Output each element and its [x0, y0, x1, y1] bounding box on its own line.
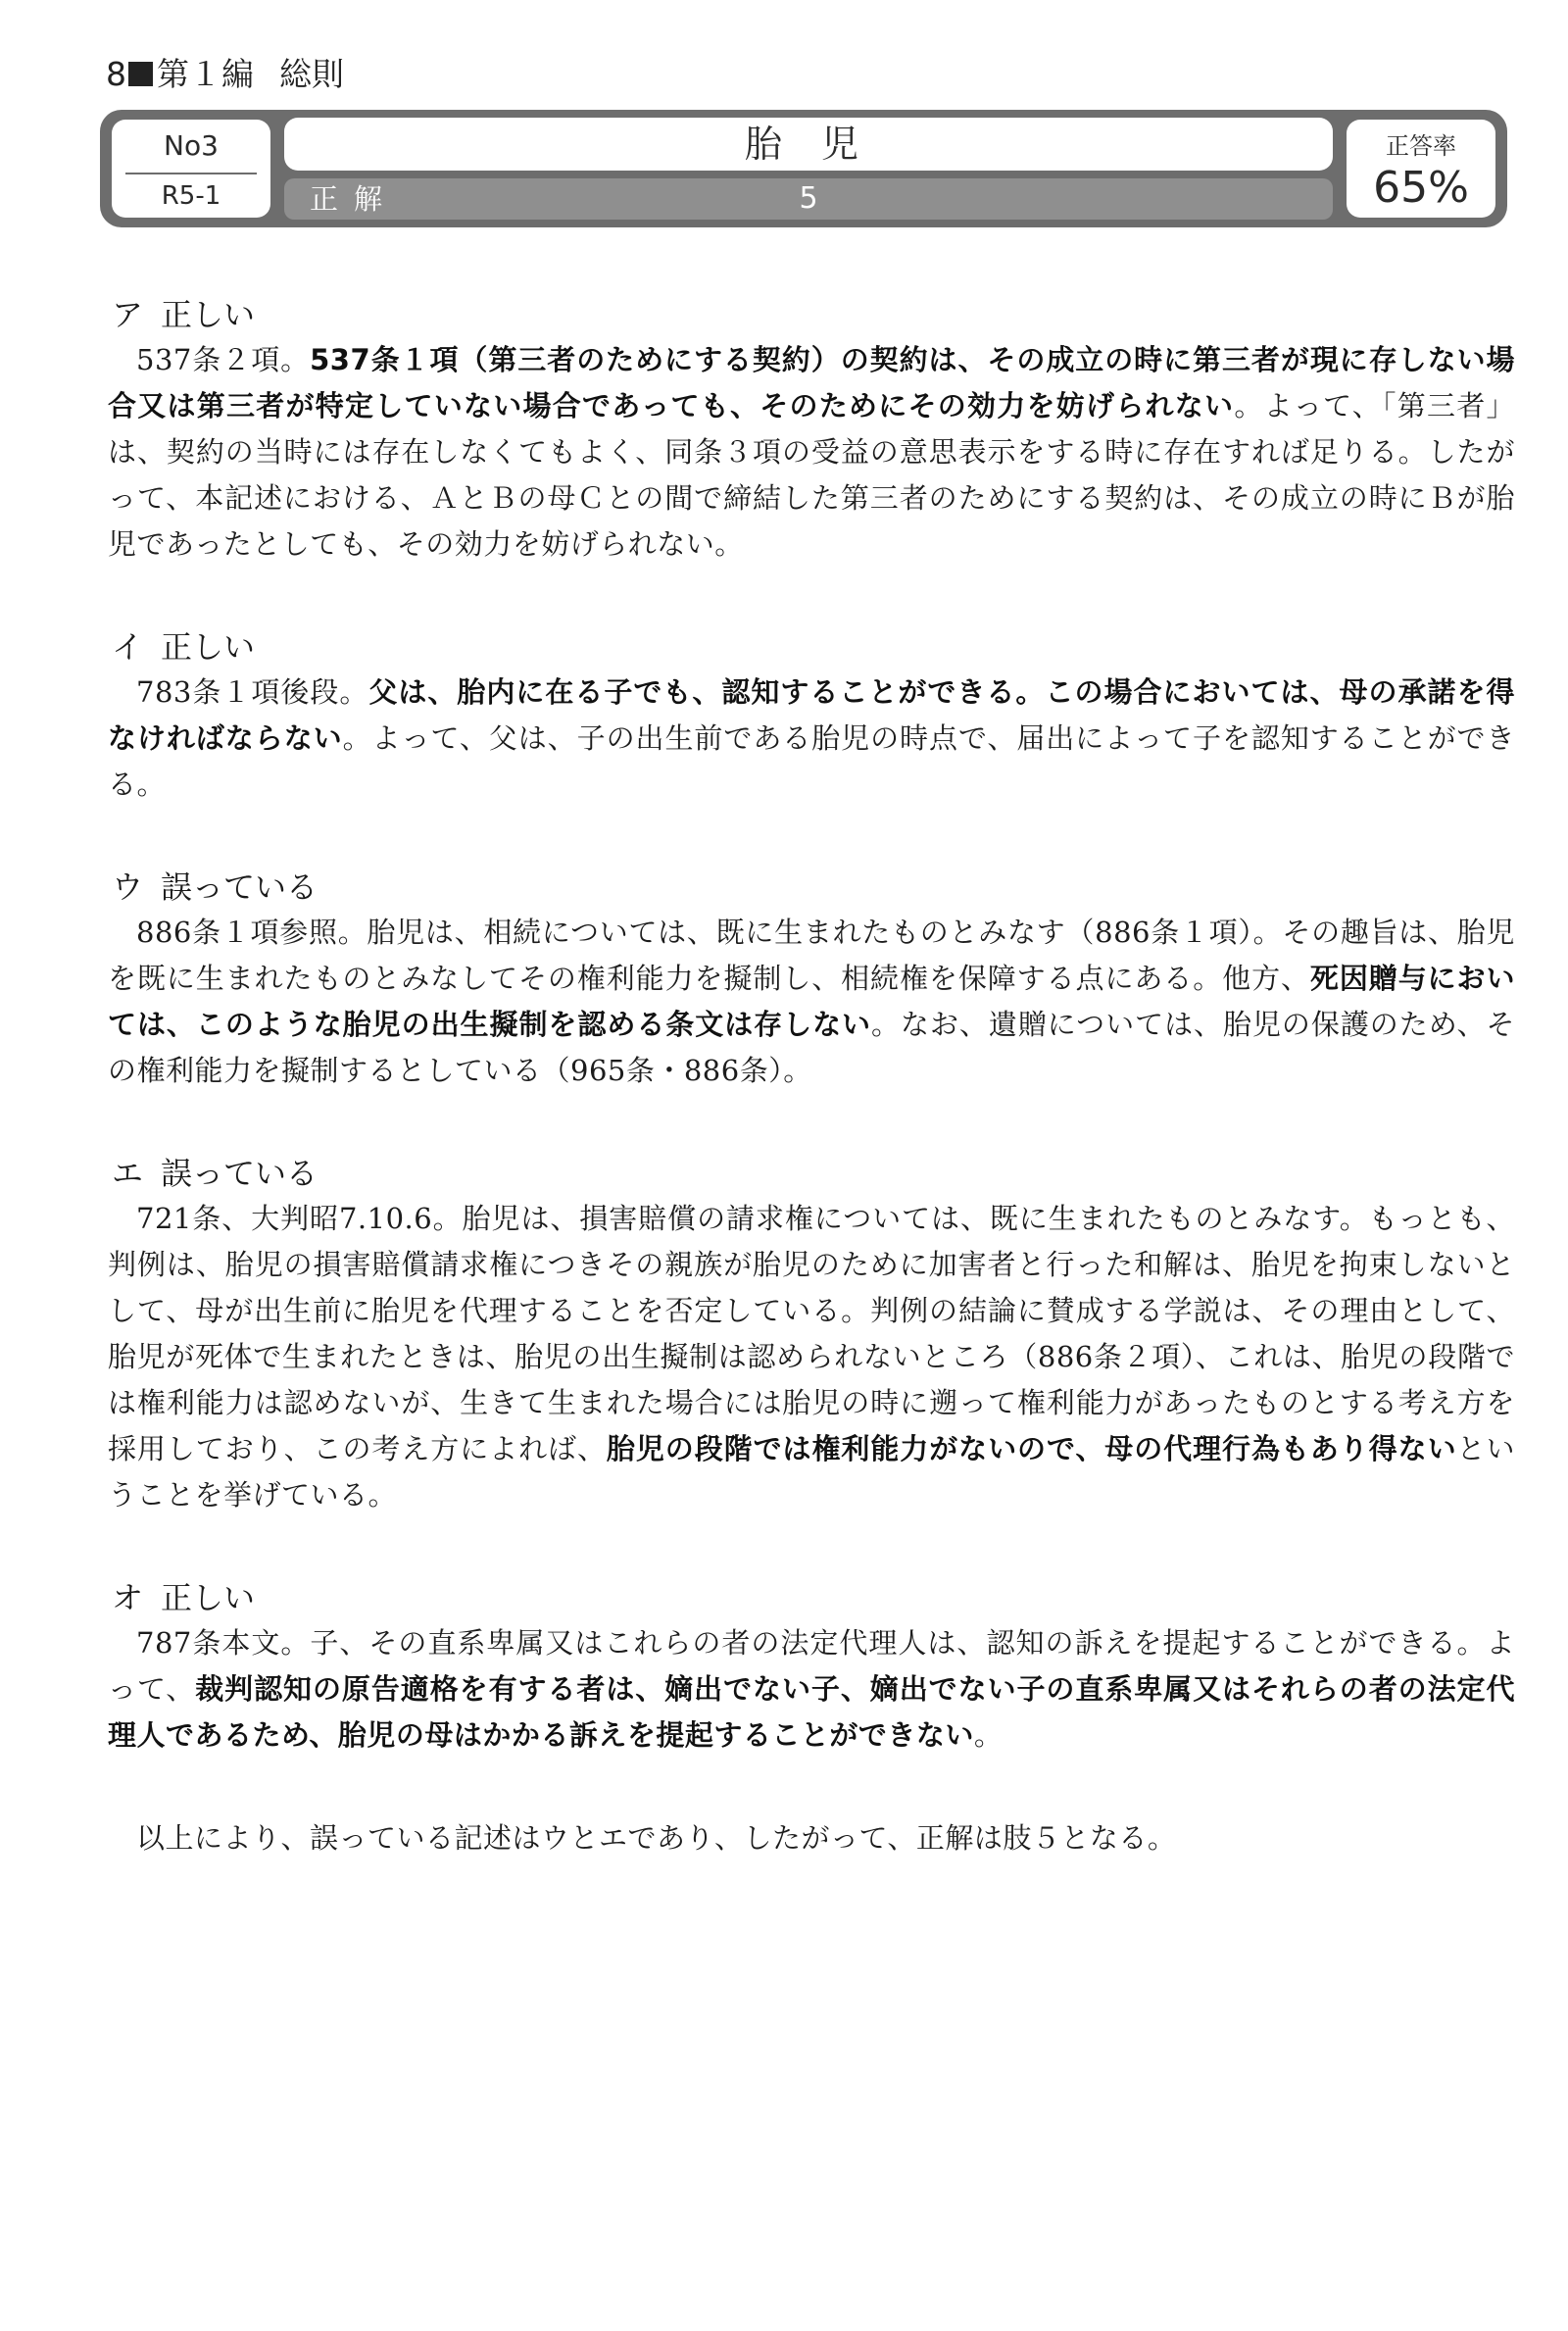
emphasized-text: 父は、胎内に在る子でも、認知することができる。この場合においては、母の承諾を得なければならない — [108, 675, 1515, 755]
explanation-section — [108, 1151, 1515, 1518]
verdict: 誤っている — [161, 868, 318, 906]
explanation-section — [108, 865, 1515, 1094]
question-title: 胎 児 — [284, 118, 1333, 171]
part-label: 第１編 — [157, 55, 254, 93]
question-number-box — [112, 120, 270, 218]
part-name: 総則 — [279, 55, 344, 93]
explanation-paragraph — [108, 337, 1515, 568]
body-text: 。よって、父は、子の出生前である胎児の時点で、届出によって子を認知することができる。 — [108, 721, 1515, 801]
body-text: 537条２項。 — [136, 343, 311, 376]
choice-letter: ウ — [112, 868, 144, 906]
page-number: 8 — [106, 55, 126, 93]
explanation-paragraph — [108, 1620, 1515, 1759]
body-text: ということを挙げている。 — [108, 1432, 1515, 1512]
running-head — [106, 55, 344, 94]
question-number: No3 — [164, 129, 219, 162]
question-header — [100, 110, 1507, 227]
section-heading — [112, 292, 1515, 337]
explanation-sections — [108, 292, 1515, 1759]
explanation-section — [108, 292, 1515, 568]
verdict: 正しい — [161, 296, 256, 333]
section-heading — [112, 624, 1515, 670]
choice-letter: エ — [112, 1155, 144, 1192]
body-text: 787条本文。子、その直系卑属又はこれらの者の法定代理人は、認知の訴えを提起することができる。よって、 — [108, 1626, 1515, 1706]
section-heading — [112, 1151, 1515, 1196]
emphasized-text: 死因贈与においては、このような胎児の出生擬制を認める条文は存しない — [108, 962, 1515, 1041]
body-text: 。なお、遺贈については、胎児の保護のため、その権利能力を擬制するとしている（965条・886条）。 — [108, 1008, 1515, 1087]
explanation-paragraph — [108, 1196, 1515, 1518]
choice-letter: ア — [112, 296, 144, 333]
choice-letter: イ — [112, 628, 144, 666]
square-marker-icon — [128, 62, 153, 86]
explanation-body — [108, 292, 1515, 1861]
answer-label: 正解 — [310, 182, 399, 216]
verdict: 正しい — [161, 628, 256, 666]
correct-rate-value: 65% — [1373, 163, 1469, 213]
correct-rate-box — [1347, 120, 1495, 218]
body-text: 。よって、「第三者」は、契約の当時には存在しなくてもよく、同条３項の受益の意思表示をする時に存在すれば足りる。したがって、本記述における、ＡとＢの母Ｃとの間で締結した第三者のためにする契約は、その成立の時にＢが胎児であったとしても、その効力を妨げられない。 — [108, 389, 1516, 561]
verdict: 誤っている — [161, 1155, 318, 1192]
explanation-section — [108, 1575, 1515, 1759]
choice-letter: オ — [112, 1579, 144, 1616]
answer-bar — [284, 178, 1333, 220]
conclusion: 以上により、誤っている記述はウとエであり、したがって、正解は肢５となる。 — [136, 1821, 1177, 1855]
emphasized-text: 裁判認知の原告適格を有する者は、嫡出でない子、嫡出でない子の直系卑属又はそれらの者の法定代理人であるため、胎児の母はかかる訴えを提起することができない — [108, 1672, 1515, 1752]
emphasized-text: 胎児の段階では権利能力がないので、母の代理行為もあり得ない — [606, 1432, 1457, 1465]
section-heading — [112, 865, 1515, 910]
explanation-section — [108, 624, 1515, 808]
body-text: 721条、大判昭7.10.6。胎児は、損害賠償の請求権については、既に生まれたものとみなす。もっとも、判例は、胎児の損害賠償請求権につきその親族が胎児のために加害者と行った和解は、胎児を拘束しないとして、母が出生前に胎児を代理することを否定している。判例の結論に賛成する学説は、その理由として、胎児が死体で生まれたときは、胎児の出生擬制は認められないところ（886条２項）、これは、胎児の段階では権利能力は認めないが、生きて生まれた場合には胎児の時に遡って権利能力があったものとする考え方を採用しており、この考え方によれば、 — [108, 1202, 1515, 1465]
body-text: 。 — [973, 1718, 1004, 1752]
explanation-paragraph — [108, 670, 1515, 808]
verdict: 正しい — [161, 1579, 256, 1616]
section-heading — [112, 1575, 1515, 1620]
body-text: 886条１項参照。胎児は、相続については、既に生まれたものとみなす（886条１項）。その趣旨は、胎児を既に生まれたものとみなしてその権利能力を擬制し、相続権を保障する点にある。他方、 — [108, 916, 1515, 995]
body-text: 783条１項後段。 — [136, 675, 369, 709]
correct-rate-label: 正答率 — [1386, 132, 1456, 160]
answer-value: 5 — [799, 181, 818, 216]
exam-year: R5-1 — [161, 181, 221, 211]
explanation-paragraph — [108, 910, 1515, 1094]
divider — [125, 173, 257, 174]
emphasized-text: 537条１項（第三者のためにする契約）の契約は、その成立の時に第三者が現に存しない場合又は第三者が特定していない場合であっても、そのためにその効力を妨げられない — [108, 343, 1515, 422]
